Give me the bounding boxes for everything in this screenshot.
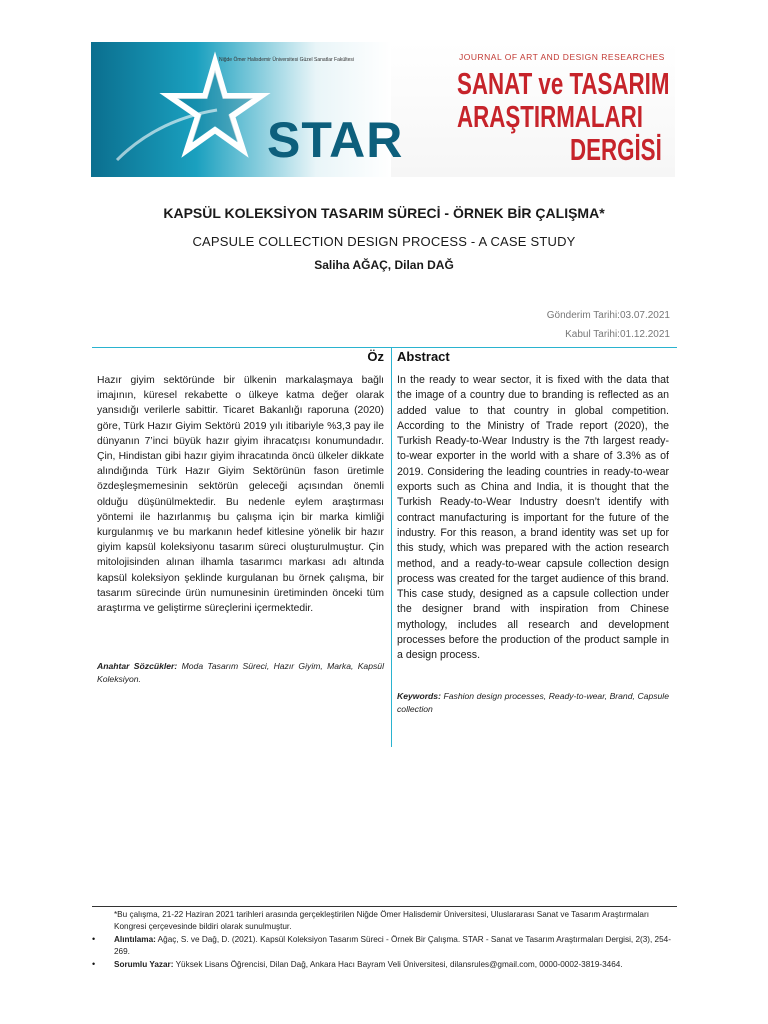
citation-text: Ağaç, S. ve Dağ, D. (2021). Kapsül Koleksiyon Tasarım Süreci - Örnek Bir Çalışma. STAR - Sanat ve Tasarım Araştırmaları Dergisi, 2(3), 254-269.: [114, 935, 671, 956]
abstract-keywords-label: Keywords:: [397, 691, 441, 701]
article-title-english: CAPSULE COLLECTION DESIGN PROCESS - A CASE STUDY: [192, 234, 576, 249]
bullet-citation: •: [92, 934, 96, 944]
article-title-turkish: KAPSÜL KOLEKSİYON TASARIM SÜRECİ - ÖRNEK BİR ÇALIŞMA*: [163, 205, 605, 221]
star-logo-word: STAR: [267, 112, 404, 168]
article-authors: Saliha AĞAÇ, Dilan DAĞ: [314, 258, 454, 272]
journal-title-line-1: SANAT ve TASARIM: [457, 66, 670, 101]
oz-text: Hazır giyim sektöründe bir ülkenin markalaşmaya bağlı imajının, küresel rekabette o ülkeye katma değer olarak yansıdığı verilerle sabittir. Ticaret Bakanlığı raporuna (2020) göre, Türk Hazır Giyim Sektörü 2019 yılı itibariyle %3,3 pay ile dünyanın 7’inci büyük hazır giyim ihracatçısı konumundadır. Çin, Hindistan gibi hazır giyim ihracatında öncü ülkeler dikkate alındığında Türk Hazır Giyim Sektörünün fason üretimle özdeşleşmemesinin sektörün geleceği açısından önemli olduğu düşünülmektedir. Bu nedenle eylem araştırması yöntemi ile hazırlanmış bu çalışma için bir marka kimliği kurgulanmış ve bu markanın hedef kitlesine yönelik bir hazır giyim kapsül koleksiyonu tasarım süreci oluşturulmuştur. Çin mitolojisinden alınan ilhamla tasarımcı markası adı altında kapsül koleksiyon şeklinde kurgulanan bu örnek çalışma, bir tasarım sürecinde ürün numunesinin üretiminden önceki tüm araştırma ve geliştirme süreçlerini içermektedir.: [97, 375, 384, 615]
journal-title-line-2: ARAŞTIRMALARI: [457, 99, 643, 134]
footnote-citation: [114, 934, 677, 958]
footnote-congress: *Bu çalışma, 21-22 Haziran 2021 tarihleri arasında gerçekleştirilen Niğde Ömer Halisdemir Üniversitesi, Uluslararası Sanat ve Tasarım Araştırmaları Kongresi çerçevesinde bildiri olarak sunulmuştur.: [114, 910, 649, 931]
oz-keywords: [97, 660, 384, 685]
oz-heading: Öz: [367, 349, 384, 364]
corresponding-author-text: Yüksek Lisans Öğrencisi, Dilan Dağ, Ankara Hacı Bayram Veli Üniversitesi, dilansrules@gmail.com, 0000-0002-3819-3464.: [173, 960, 623, 969]
footnote-rule: [92, 906, 677, 907]
abstract-column-divider: [391, 347, 392, 747]
acceptance-date: Kabul Tarihi:01.12.2021: [565, 329, 670, 340]
oz-keywords-label: Anahtar Sözcükler:: [97, 661, 178, 671]
footnote-corresponding-author: [114, 959, 677, 971]
journal-english-name: JOURNAL OF ART AND DESIGN RESEARCHES: [459, 52, 665, 62]
journal-title-line-3: DERGİSİ: [570, 132, 662, 167]
abstract-box-top-rule: [92, 347, 677, 348]
university-name: Niğde Ömer Halisdemir Üniversitesi Güzel Sanatlar Fakültesi: [219, 57, 355, 63]
corresponding-author-label: Sorumlu Yazar:: [114, 960, 174, 969]
abstract-keywords: [397, 690, 669, 715]
article-dates: [547, 306, 670, 344]
abstract-keywords-values: Fashion design processes, Ready-to-wear, Brand, Capsule collection: [397, 691, 669, 714]
oz-keywords-values: Moda Tasarım Süreci, Hazır Giyim, Marka, Kapsül Koleksiyon.: [97, 661, 384, 684]
citation-label: Alıntılama:: [114, 935, 156, 944]
bullet-corresponding-author: •: [92, 959, 96, 969]
journal-banner: [91, 42, 675, 177]
abstract-heading: Abstract: [397, 349, 450, 364]
abstract-text: In the ready to wear sector, it is fixed with the data that the image of a country due to branding is reflected as an added value to that country in global competition. According to the Ministry of Trade report (2020), the Turkish Ready-to-Wear Industry is the 7th largest ready-to-wear exporter in the world with a share of 3.3% as of 2019. Considering the leading countries in ready-to-wear exports such as China and India, it is thought that the Turkish Ready-to-Wear Industry doesn’t identify with contract manufacturing is important for the future of the industry. For this reason, a brand identity was set up for this study, which was prepared with the action research method, and a ready-to-wear capsule collection design process was created for the target audience of this brand. This case study, designed as a capsule collection under the designer brand with inspiration from Chinese mythology, includes all research and development processes before the production of the product sample in a design process.: [397, 374, 669, 662]
submission-date: Gönderim Tarihi:03.07.2021: [546, 310, 670, 321]
